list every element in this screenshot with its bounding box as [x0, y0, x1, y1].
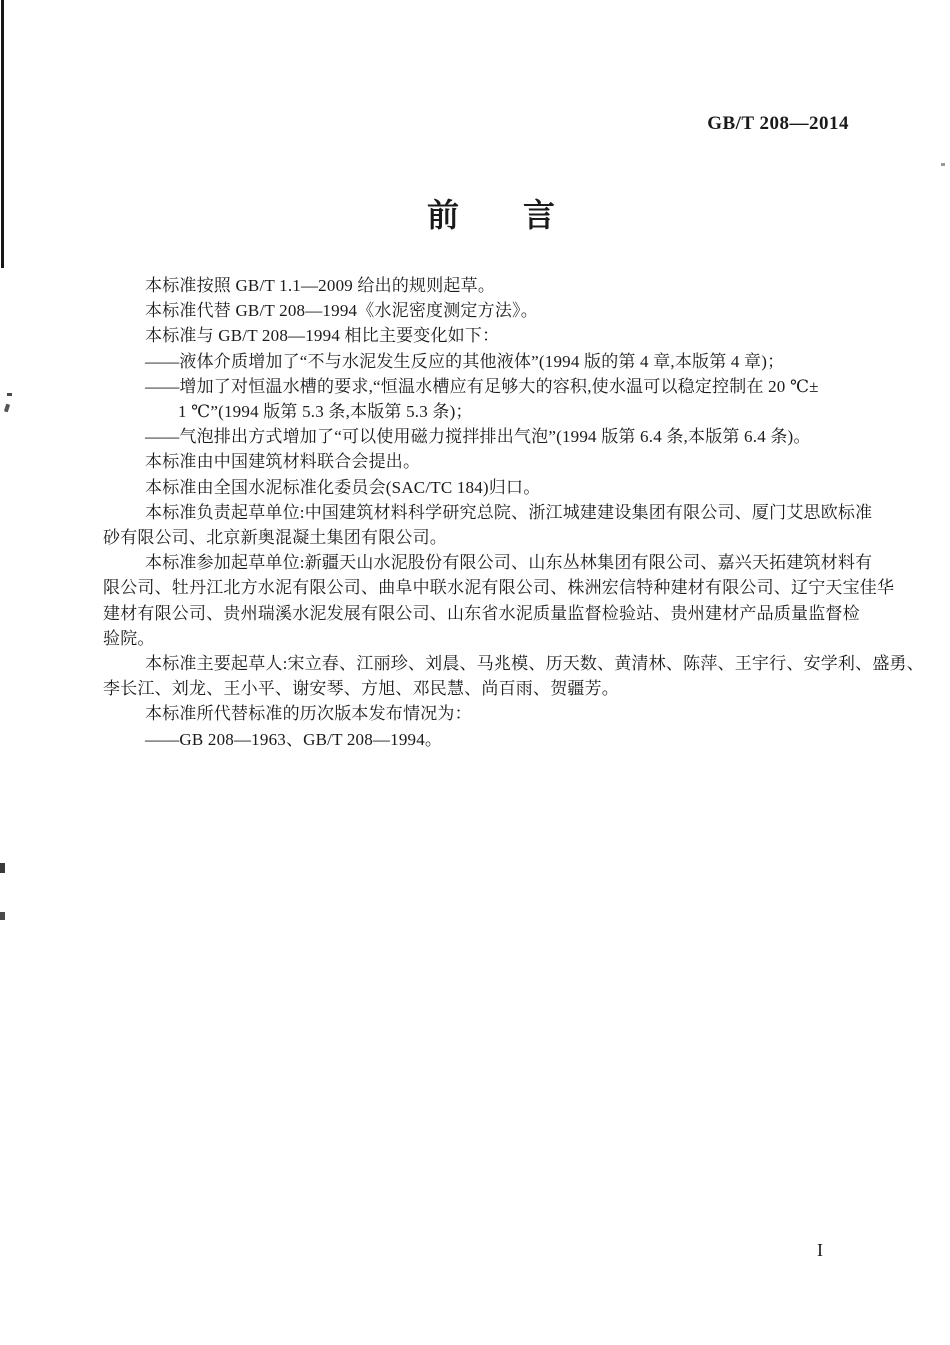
scan-speck: [4, 404, 10, 413]
page-number: I: [817, 1240, 823, 1260]
body-line: 本标准代替 GB/T 208—1994《水泥密度测定方法》。: [145, 301, 538, 321]
body-line: 本标准负责起草单位:中国建筑材料科学研究总院、浙江城建建设集团有限公司、厦门艾思欧标准: [145, 502, 873, 522]
scan-speck: [0, 912, 5, 920]
scan-speck: [7, 393, 12, 396]
body-line: 本标准与 GB/T 208—1994 相比主要变化如下：: [145, 326, 500, 346]
body-line: 李长江、刘龙、王小平、谢安琴、方旭、邓民慧、尚百雨、贺疆芳。: [103, 679, 619, 699]
foreword-body: [103, 273, 924, 752]
body-line: 砂有限公司、北京新奥混凝土集团有限公司。: [103, 528, 447, 548]
body-line: 限公司、牡丹江北方水泥有限公司、曲阜中联水泥有限公司、株洲宏信特种建材有限公司、辽宁天宝佳华: [103, 578, 895, 598]
body-line: 建材有限公司、贵州瑞溪水泥发展有限公司、山东省水泥质量监督检验站、贵州建材产品质量监督检: [103, 603, 860, 623]
body-line: 本标准由全国水泥标准化委员会(SAC/TC 184)归口。: [145, 477, 541, 497]
scan-speck: [941, 163, 945, 166]
body-line: 1 ℃”(1994 版第 5.3 条,本版第 5.3 条)；: [178, 402, 473, 422]
body-line: 本标准由中国建筑材料联合会提出。: [145, 452, 421, 472]
body-line: ——增加了对恒温水槽的要求,“恒温水槽应有足够大的容积,使水温可以稳定控制在 20 ℃±: [145, 376, 819, 396]
scan-speck: [0, 863, 5, 873]
standard-number: GB/T 208—2014: [707, 113, 849, 134]
body-line: ——GB 208—1963、GB/T 208—1994。: [145, 729, 443, 749]
body-line: 本标准按照 GB/T 1.1—2009 给出的规则起草。: [145, 276, 496, 295]
body-line: ——气泡排出方式增加了“可以使用磁力搅拌排出气泡”(1994 版第 6.4 条,本版第 6.4 条)。: [145, 427, 811, 447]
body-line: 本标准主要起草人:宋立春、江丽珍、刘晨、马兆模、历天数、黄清林、陈萍、王宇行、安学利、盛勇、: [145, 654, 924, 674]
body-line: ——液体介质增加了“不与水泥发生反应的其他液体”(1994 版的第 4 章,本版第 4 章)；: [145, 351, 785, 371]
body-line: 验院。: [103, 628, 155, 648]
body-line: 本标准所代替标准的历次版本发布情况为：: [145, 704, 472, 724]
page-title: 前 言: [426, 197, 555, 233]
body-line: 本标准参加起草单位:新疆天山水泥股份有限公司、山东丛林集团有限公司、嘉兴天拓建筑材料有: [145, 553, 873, 573]
